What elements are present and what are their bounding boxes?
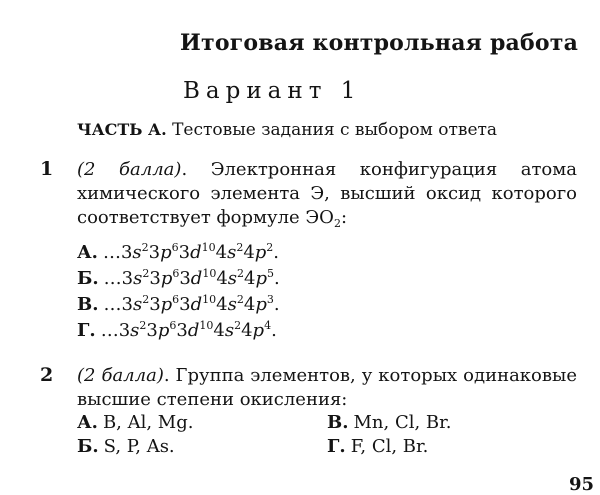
- question-1-text: [77, 158, 577, 230]
- question-1-number: 1: [40, 158, 54, 180]
- question-2-number: 2: [40, 364, 54, 386]
- option-text: B, Al, Mg.: [102, 412, 194, 433]
- question-1-option-c: В. $\dots 3s^23p^63d^{10}4s^24p^3$.: [77, 293, 280, 315]
- part-description: Тестовые задания с выбором ответа: [172, 120, 498, 140]
- question-2-body: . Группа элементов, у которых одинаковые высшие степени окисления:: [77, 365, 578, 410]
- part-label: ЧАСТЬ А.: [77, 120, 167, 139]
- question-2-option-a: [77, 412, 193, 433]
- question-1-option-a: А. $\dots 3s^23p^63d^{10}4s^24p^2$.: [77, 241, 280, 263]
- question-1-option-b: Б. $\dots 3s^23p^63d^{10}4s^24p^5$.: [77, 267, 280, 289]
- part-heading: [77, 120, 497, 140]
- option-letter: Б.: [77, 268, 99, 289]
- question-2-option-b: [77, 436, 175, 457]
- question-1-formula-subscript: 2: [333, 217, 341, 230]
- option-ending: 2: [266, 241, 274, 254]
- option-text: Mn, Cl, Br.: [353, 412, 452, 433]
- option-letter: А.: [77, 242, 98, 263]
- option-letter: Б.: [77, 436, 99, 457]
- option-letter: Г.: [327, 436, 346, 457]
- option-ending: 4: [264, 319, 272, 332]
- option-letter: В.: [77, 294, 99, 315]
- question-2-option-c: [327, 412, 452, 433]
- option-ending: 3: [266, 293, 274, 306]
- page-title: Итоговая контрольная работа: [180, 30, 579, 56]
- option-ending: 5: [267, 267, 275, 280]
- question-2-text: [77, 364, 577, 412]
- option-letter: Г.: [77, 320, 96, 341]
- option-letter: В.: [327, 412, 349, 433]
- question-2-option-d: [327, 436, 428, 457]
- question-1-option-d: Г. $\dots 3s^23p^63d^{10}4s^24p^4$.: [77, 319, 277, 341]
- variant-heading: Вариант 1: [183, 78, 362, 104]
- question-1-body: . Электронная конфигурация атома химического элемента Э, высший оксид которого соответствует формуле ЭО: [77, 159, 577, 228]
- option-letter: А.: [77, 412, 98, 433]
- option-text: F, Cl, Br.: [350, 436, 429, 457]
- question-1-colon: :: [340, 207, 348, 228]
- question-1-points: (2 балла): [77, 159, 182, 180]
- page-number: 95: [568, 474, 594, 495]
- option-text: S, P, As.: [103, 436, 175, 457]
- question-2-points: (2 балла): [77, 365, 164, 386]
